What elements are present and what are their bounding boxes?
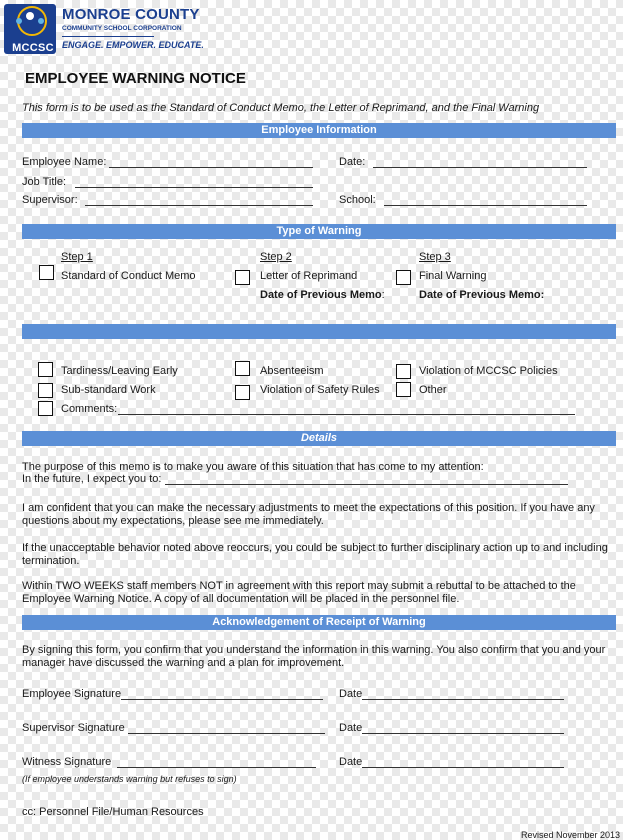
employee-signature-field[interactable] <box>121 699 323 700</box>
employee-signature-date-field[interactable] <box>362 699 564 700</box>
acknowledgement-text: By signing this form, you confirm that you understand the information in this warning. You also confirm that you and your manager have discussed the warning and a plan for improvement. <box>22 644 606 669</box>
step1-checkbox[interactable] <box>39 265 54 280</box>
step3-option-label: Final Warning <box>419 270 487 282</box>
supervisor-signature-date-field[interactable] <box>362 733 564 734</box>
employee-signature-date-label: Date <box>339 688 363 700</box>
brand-name: MONROE COUNTY <box>62 6 200 23</box>
step2-option-label: Letter of Reprimand <box>260 270 358 282</box>
employee-signature-label: Employee Signature <box>22 688 122 700</box>
details-purpose-text: The purpose of this memo is to make you aware of this situation that has come to my attention: <box>22 461 484 473</box>
details-paragraph-confidence: I am confident that you can make the necessary adjustments to meet the expectations of this position. If you have any questions about my expectations, please see me immediately. <box>22 502 595 527</box>
comments-checkbox[interactable] <box>38 401 53 416</box>
comments-field[interactable] <box>118 414 575 415</box>
witness-signature-date-field[interactable] <box>362 767 564 768</box>
revision-note: Revised November 2013 <box>521 830 621 840</box>
witness-signature-field[interactable] <box>117 767 316 768</box>
step1-label: Step 1 <box>61 251 93 263</box>
date-field[interactable] <box>373 167 587 168</box>
logo <box>4 4 56 54</box>
brand-tagline: ENGAGE. EMPOWER. EDUCATE. <box>62 40 204 50</box>
brand-divider <box>62 36 154 37</box>
logo-abbrev: MCCSC <box>12 42 54 54</box>
policy-violation-label: Violation of MCCSC Policies <box>419 365 558 377</box>
form-purpose: This form is to be used as the Standard of Conduct Memo, the Letter of Reprimand, and the Final Warning <box>22 102 540 114</box>
tardiness-checkbox[interactable] <box>38 362 53 377</box>
supervisor-signature-field[interactable] <box>128 733 325 734</box>
step1-option-label: Standard of Conduct Memo <box>61 270 196 282</box>
job-title-field[interactable] <box>75 187 313 188</box>
step2-checkbox[interactable] <box>235 270 250 285</box>
details-header: Details <box>22 431 616 446</box>
other-checkbox[interactable] <box>396 382 411 397</box>
supervisor-signature-date-label: Date <box>339 722 363 734</box>
date-label: Date: <box>339 156 366 168</box>
substandard-work-label: Sub-standard Work <box>61 384 156 396</box>
details-expectation-label: In the future, I expect you to: <box>22 473 162 485</box>
other-label: Other <box>419 384 447 396</box>
brand-subtitle: COMMUNITY SCHOOL CORPORATION <box>62 25 182 32</box>
employee-info-header: Employee Information <box>22 123 616 138</box>
safety-violation-checkbox[interactable] <box>235 385 250 400</box>
absenteeism-checkbox[interactable] <box>235 361 250 376</box>
details-paragraph-consequence: If the unacceptable behavior noted above reoccurs, you could be subject to further disciplinary action up to and including termination. <box>22 542 608 567</box>
school-field[interactable] <box>384 205 587 206</box>
step2-previous-memo-text: Date of Previous Memo <box>260 289 382 301</box>
step2-previous-memo-date-label <box>260 289 385 302</box>
step3-previous-memo-date-label: Date of Previous Memo: <box>419 289 545 301</box>
employee-name-label: Employee Name: <box>22 156 107 168</box>
safety-violation-label: Violation of Safety Rules <box>260 384 380 396</box>
logo-figure-icon <box>26 12 34 20</box>
policy-violation-checkbox[interactable] <box>396 364 411 379</box>
school-label: School: <box>339 194 376 206</box>
step3-label: Step 3 <box>419 251 451 263</box>
step2-label: Step 2 <box>260 251 292 263</box>
warning-type-header: Type of Warning <box>22 224 616 239</box>
comments-label: Comments: <box>61 403 118 415</box>
witness-signature-date-label: Date <box>339 756 363 768</box>
tardiness-label: Tardiness/Leaving Early <box>61 365 178 377</box>
logo-figure-icon <box>16 18 22 24</box>
employee-name-field[interactable] <box>109 167 313 168</box>
step3-checkbox[interactable] <box>396 270 411 285</box>
witness-signature-label: Witness Signature <box>22 756 112 768</box>
supervisor-field[interactable] <box>85 205 313 206</box>
job-title-label: Job Title: <box>22 176 67 188</box>
cc-line: cc: Personnel File/Human Resources <box>22 806 204 818</box>
witness-note: (If employee understands warning but refuses to sign) <box>22 774 237 784</box>
supervisor-signature-label: Supervisor Signature <box>22 722 125 734</box>
substandard-work-checkbox[interactable] <box>38 383 53 398</box>
details-paragraph-rebuttal: Within TWO WEEKS staff members NOT in agreement with this report may submit a rebuttal to be attached to the Employee Warning Notice. A copy of all documentation will be placed in the personnel file. <box>22 580 576 605</box>
absenteeism-label: Absenteeism <box>260 365 324 377</box>
step2-previous-memo-colon: : <box>381 289 385 301</box>
expectation-field[interactable] <box>165 484 568 485</box>
logo-figure-icon <box>38 18 44 24</box>
page-title: EMPLOYEE WARNING NOTICE <box>25 70 246 87</box>
reasons-header-band <box>22 324 616 339</box>
supervisor-label: Supervisor: <box>22 194 78 206</box>
acknowledgement-header: Acknowledgement of Receipt of Warning <box>22 615 616 630</box>
